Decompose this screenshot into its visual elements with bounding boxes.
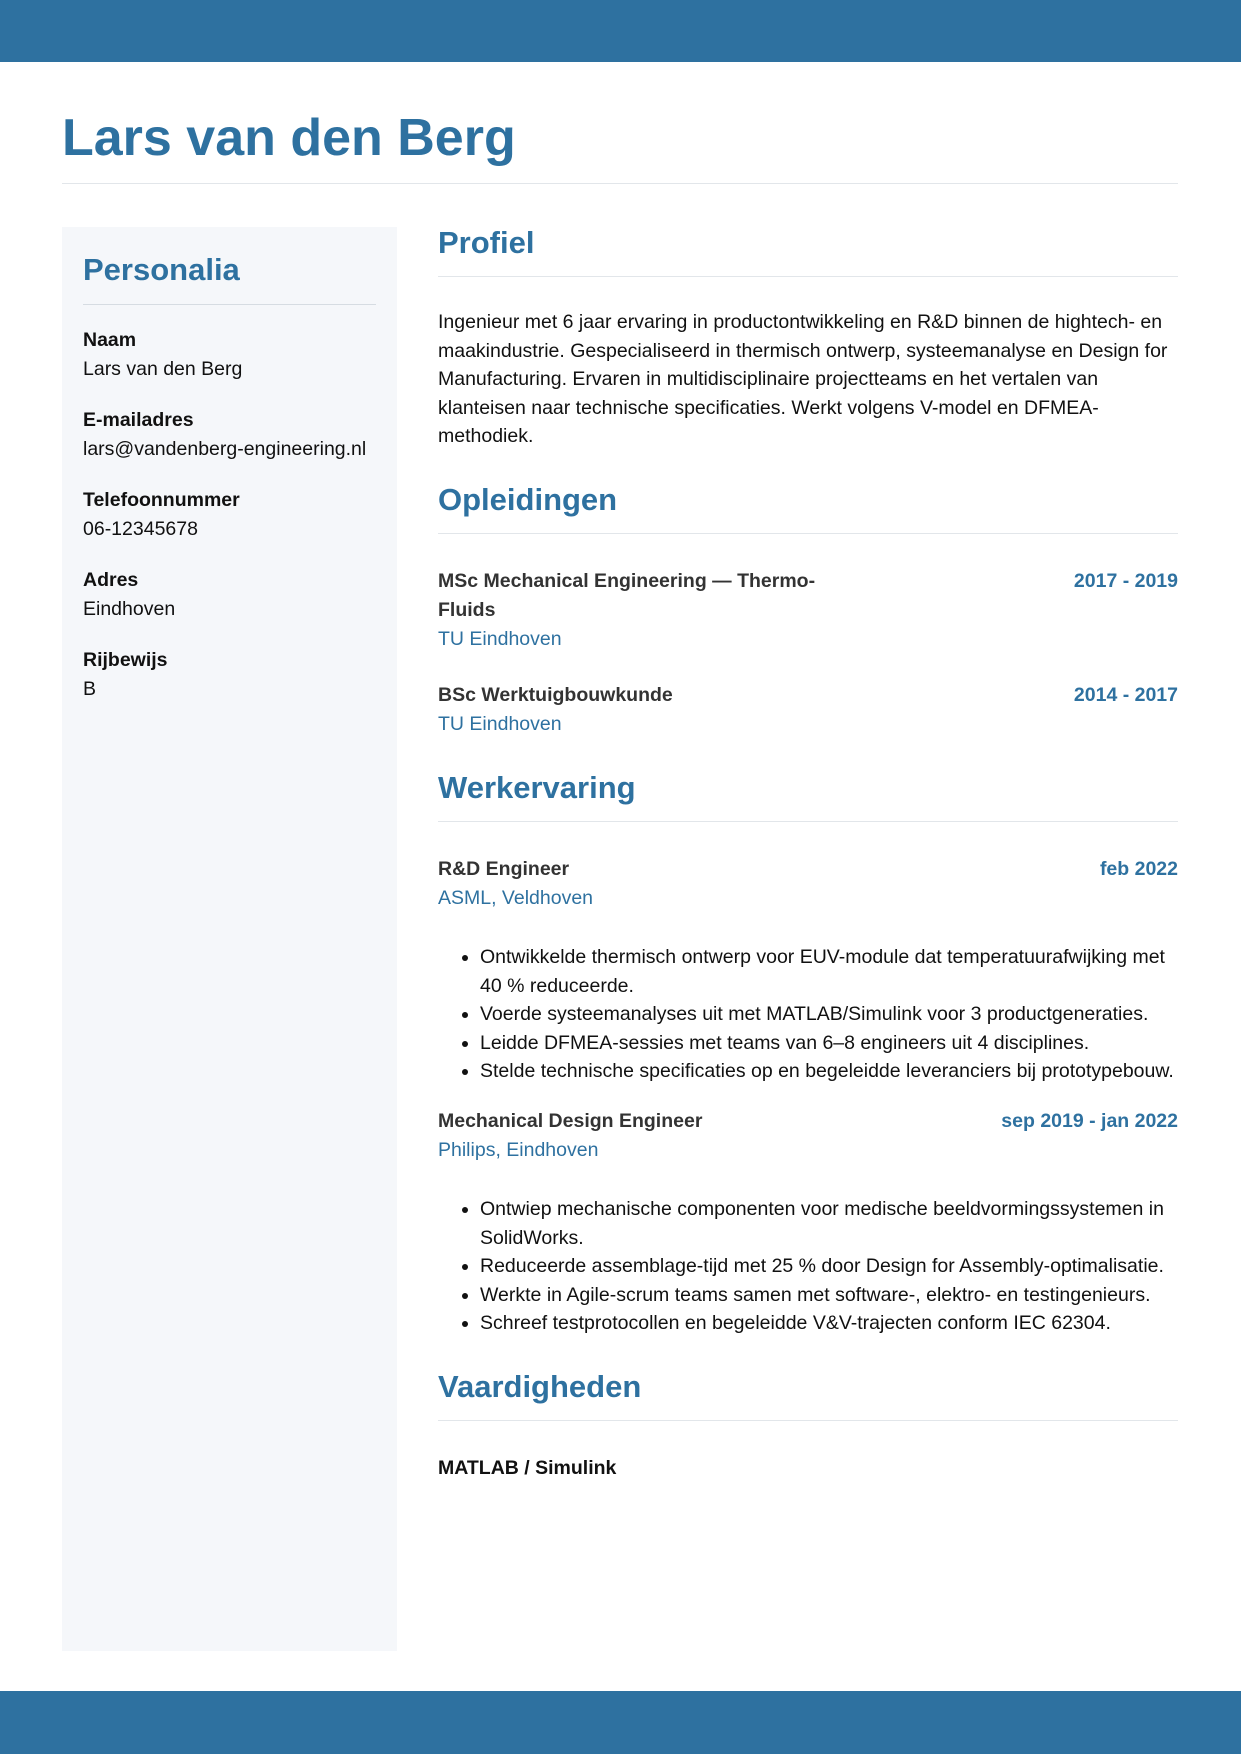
experience-heading: Werkervaring <box>438 767 1178 822</box>
job-entry <box>438 1107 1178 1338</box>
skills-heading: Vaardigheden <box>438 1366 1178 1421</box>
education-school: TU Eindhoven <box>438 627 562 650</box>
personalia-sidebar <box>62 227 397 1651</box>
skill-item: MATLAB / Simulink <box>438 1456 617 1479</box>
personalia-heading: Personalia <box>83 249 376 305</box>
job-company: Philips, Eindhoven <box>438 1138 599 1161</box>
field-label: Rijbewijs <box>83 649 168 671</box>
field-label: Naam <box>83 329 137 351</box>
education-degree: MSc Mechanical Engineering — Thermo-Fluids <box>438 569 816 621</box>
skills-section <box>438 1366 1178 1483</box>
profile-heading: Profiel <box>438 222 1178 277</box>
field-label: E-mailadres <box>83 409 194 431</box>
field-address <box>83 566 376 624</box>
job-period: sep 2019 - jan 2022 <box>1001 1109 1178 1132</box>
profile-text: Ingenieur met 6 jaar ervaring in productontwikkeling en R&D binnen de hightech- en maakindustrie. Gespecialiseerd in thermisch ontwerp, systeemanalyse en Design for Manufacturing. Ervaren in multidisciplinaire projectteams en het vertalen van klanteisen naar technische specificaties. Werkt volgens V-model en DFMEA-methodiek. <box>438 311 1168 448</box>
field-naam <box>83 326 376 384</box>
profile-section <box>438 222 1178 451</box>
job-bullets <box>438 1195 1178 1338</box>
bottom-color-bar <box>0 1691 1241 1754</box>
main-content <box>438 222 1178 1483</box>
field-email <box>83 406 376 464</box>
job-entry <box>438 855 1178 1086</box>
education-years: 2017 - 2019 <box>1073 569 1178 592</box>
field-label: Adres <box>83 569 139 591</box>
education-section <box>438 479 1178 739</box>
experience-section <box>438 767 1178 1338</box>
job-bullet: • Ontwikkelde thermisch ontwerp voor EUV-module dat temperatuurafwijking met 40 % reduceerde. <box>480 943 1178 1000</box>
title-divider <box>62 183 1178 184</box>
field-value: 06-12345678 <box>83 518 198 540</box>
field-value: Lars van den Berg <box>83 358 243 380</box>
job-bullet: • Leidde DFMEA-sessies met teams van 6–8 engineers uit 4 disciplines. <box>480 1029 1178 1058</box>
job-bullet: • Schreef testprotocollen en begeleidde V&V-trajecten conform IEC 62304. <box>480 1309 1178 1338</box>
field-value: lars@vandenberg-engineering.nl <box>83 438 367 460</box>
job-bullet: • Ontwiep mechanische componenten voor medische beeldvormingssystemen in SolidWorks. <box>480 1195 1178 1252</box>
education-entry <box>438 567 1178 654</box>
top-color-bar <box>0 0 1241 62</box>
field-label: Telefoonnummer <box>83 489 240 511</box>
field-value: Eindhoven <box>83 598 176 620</box>
job-bullets <box>438 943 1178 1086</box>
field-value: B <box>83 678 97 700</box>
education-degree: BSc Werktuigbouwkunde <box>438 683 673 706</box>
job-role: R&D Engineer <box>438 857 570 880</box>
job-role: Mechanical Design Engineer <box>438 1109 703 1132</box>
resume-name: Lars van den Berg <box>62 109 516 167</box>
job-bullet: • Stelde technische specificaties op en begeleidde leveranciers bij prototypebouw. <box>480 1057 1178 1086</box>
job-company: ASML, Veldhoven <box>438 886 594 909</box>
job-bullet: • Reduceerde assemblage-tijd met 25 % door Design for Assembly-optimalisatie. <box>480 1252 1178 1281</box>
education-school: TU Eindhoven <box>438 712 562 735</box>
field-phone <box>83 486 376 544</box>
field-license <box>83 646 376 704</box>
education-entry <box>438 681 1178 739</box>
education-heading: Opleidingen <box>438 479 1178 534</box>
education-years: 2014 - 2017 <box>1073 683 1178 706</box>
job-bullet: • Werkte in Agile-scrum teams samen met software-, elektro- en testingenieurs. <box>480 1281 1178 1310</box>
job-period: feb 2022 <box>1099 857 1178 880</box>
job-bullet: • Voerde systeemanalyses uit met MATLAB/Simulink voor 3 productgeneraties. <box>480 1000 1178 1029</box>
